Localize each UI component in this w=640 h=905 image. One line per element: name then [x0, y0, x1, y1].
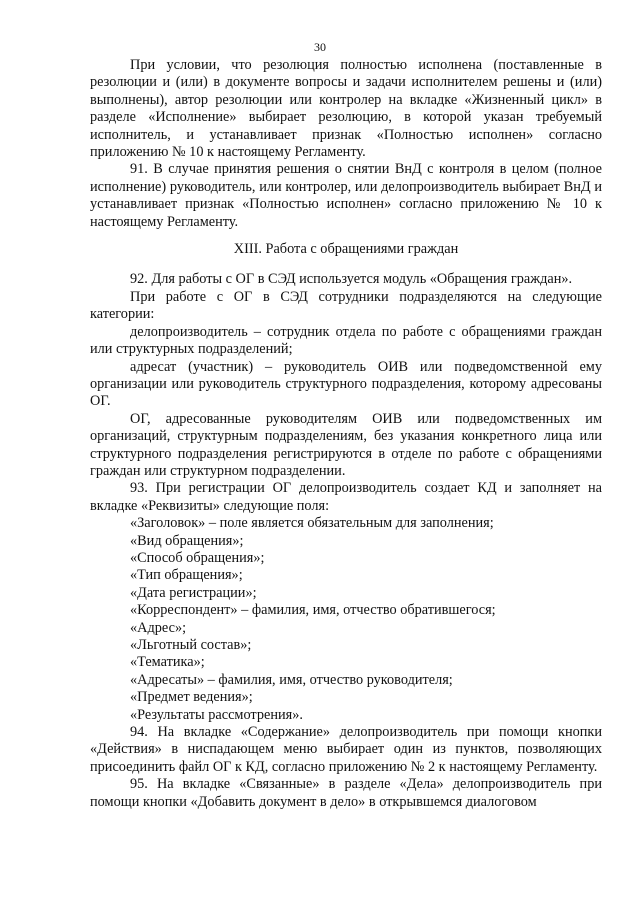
- document-body: [90, 57, 602, 811]
- list-item: «Результаты рассмотрения».: [130, 706, 303, 723]
- paragraph-94: 94. На вкладке «Содержание» делопроизводитель при помощи кнопки «Действия» в ниспадающем меню выбирает один из пунктов, позволяющих присоединить файл ОГ к КД, согласно приложению № 2 к настоящему Регламенту.: [90, 724, 602, 775]
- list-item: «Заголовок» – поле является обязательным для заполнения;: [130, 515, 494, 532]
- list-item: «Тематика»;: [130, 654, 205, 671]
- list-item: «Тип обращения»;: [130, 567, 243, 584]
- paragraph-categories-intro: При работе с ОГ в СЭД сотрудники подразделяются на следующие категории:: [90, 288, 602, 323]
- list-item: «Корреспондент» – фамилия, имя, отчество обратившегося;: [130, 602, 496, 619]
- paragraph-95: 95. На вкладке «Связанные» в разделе «Дела» делопроизводитель при помощи кнопки «Добавить документ в дело» в открывшемся диалоговом: [90, 776, 602, 810]
- list-item: «Способ обращения»;: [130, 549, 265, 566]
- list-item: «Льготный состав»;: [130, 637, 252, 653]
- list-item: «Предмет ведения»;: [130, 689, 253, 706]
- paragraph-92: 92. Для работы с ОГ в СЭД используется модуль «Обращения граждан».: [130, 271, 573, 288]
- list-item: «Вид обращения»;: [130, 532, 244, 549]
- paragraph-93: 93. При регистрации ОГ делопроизводитель создает КД и заполняет на вкладке «Реквизиты» следующие поля:: [90, 480, 602, 514]
- list-item: «Адресаты» – фамилия, имя, отчество руководителя;: [130, 671, 453, 688]
- list-item: «Адрес»;: [130, 619, 187, 636]
- paragraph-addressee-definition: адресат (участник) – руководитель ОИВ или подведомственной ему организации или руководитель структурного подразделения, которому адресованы ОГ.: [90, 358, 602, 410]
- paragraph-og-registration-rule: ОГ, адресованные руководителям ОИВ или подведомственных им организаций, структурным подразделениям, без указания конкретного лица или структурного подразделения регистрируются в отделе по работе с обращениями граждан или структурном подразделении.: [90, 410, 602, 479]
- section-heading: XIII. Работа с обращениями граждан: [233, 241, 459, 258]
- list-item: «Дата регистрации»;: [130, 584, 257, 601]
- paragraph-clerk-definition: делопроизводитель – сотрудник отдела по работе с обращениями граждан или структурных подразделений;: [90, 323, 602, 358]
- page-number: 30: [314, 40, 326, 54]
- paragraph-resolution-executed: При условии, что резолюция полностью исполнена (поставленные в резолюции и (или) в документе вопросы и задачи исполнителем решены и (или) выполнены), автор резолюции или контролер на вкладке «Жизненный цикл» в разделе «Исполнение» выбирает резолюцию, в которой указан требуемый исполнитель, и устанавливает признак «Полностью исполнен» согласно приложению № 10 к настоящему Регламенту.: [90, 57, 602, 161]
- paragraph-91: 91. В случае принятия решения о снятии ВнД с контроля в целом (полное исполнение) руководитель, или контролер, или делопроизводитель выбирает ВнД и устанавливает признак «Полностью исполнен» согласно приложению № 10 к настоящему Регламенту.: [90, 161, 602, 230]
- fields-list: [90, 515, 602, 724]
